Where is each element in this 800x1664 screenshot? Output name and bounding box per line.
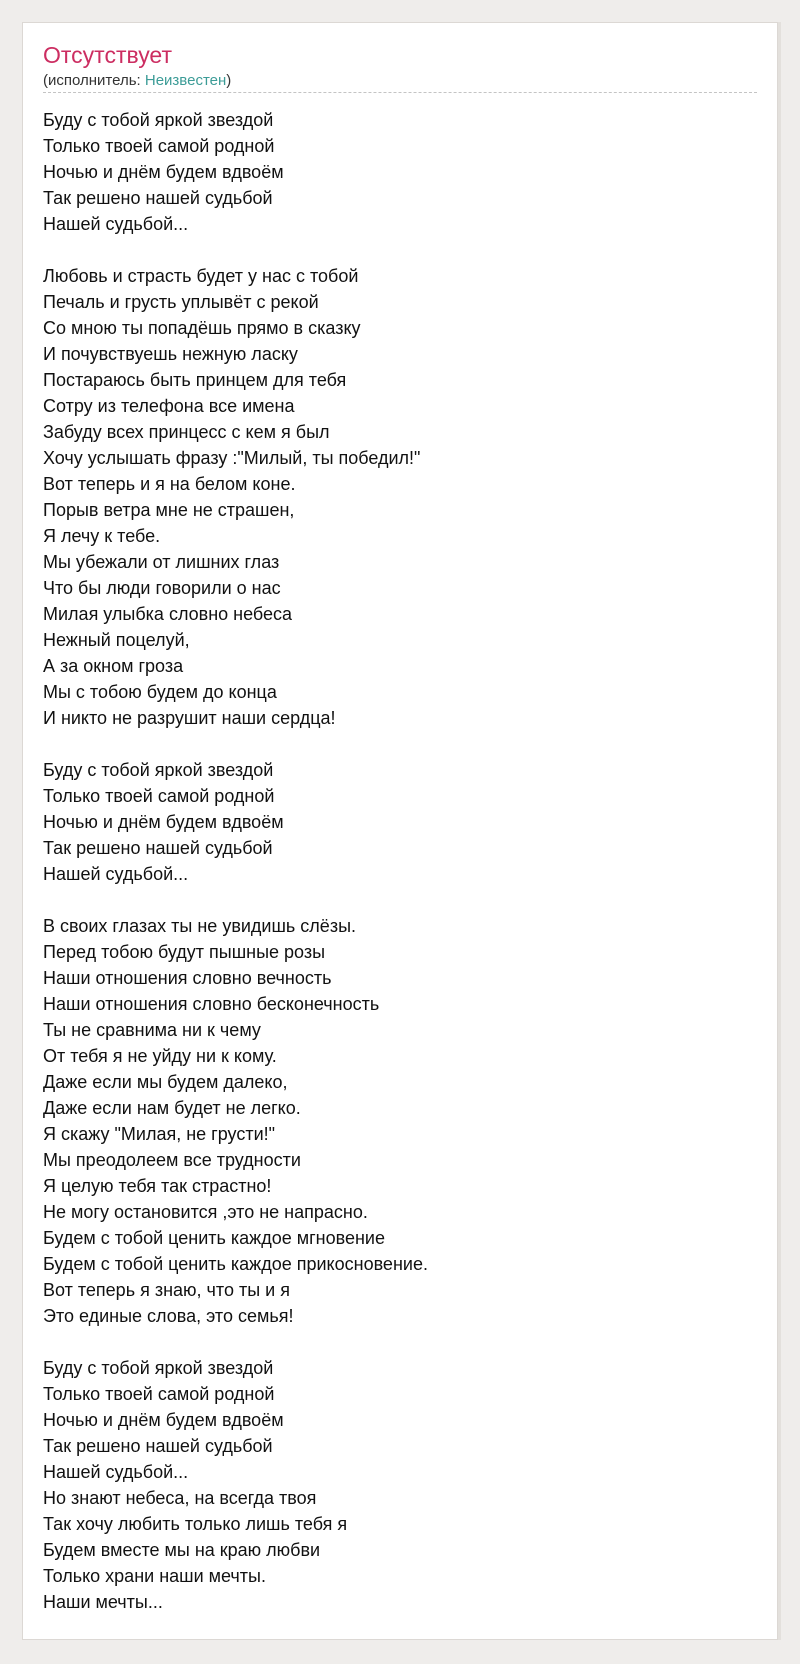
lyric-line: Я целую тебя так страстно! bbox=[43, 1176, 272, 1196]
lyric-line: Что бы люди говорили о нас bbox=[43, 578, 281, 598]
song-title: Отсутствует bbox=[43, 42, 172, 68]
lyric-line: Но знают небеса, на всегда твоя bbox=[43, 1488, 317, 1508]
stanza-break bbox=[43, 887, 757, 913]
lyric-line: Хочу услышать фразу :"Милый, ты победил!" bbox=[43, 448, 421, 468]
lyric-line: Со мною ты попадёшь прямо в сказку bbox=[43, 318, 361, 338]
lyric-line: Наши отношения словно бесконечность bbox=[43, 994, 380, 1014]
lyric-line: Милая улыбка словно небеса bbox=[43, 604, 293, 624]
lyric-line: Не могу остановится ,это не напрасно. bbox=[43, 1202, 368, 1222]
lyric-line: Будем с тобой ценить каждое прикосновение. bbox=[43, 1254, 428, 1274]
lyric-line: Только твоей самой родной bbox=[43, 1384, 275, 1404]
card-shadow bbox=[778, 22, 781, 1640]
lyric-line: Печаль и грусть уплывёт с рекой bbox=[43, 292, 319, 312]
lyric-line: Мы убежали от лишних глаз bbox=[43, 552, 280, 572]
lyric-line: Вот теперь и я на белом коне. bbox=[43, 474, 296, 494]
lyric-line: И почувствуешь нежную ласку bbox=[43, 344, 298, 364]
lyric-line: Это единые слова, это семья! bbox=[43, 1306, 294, 1326]
lyric-line: Так решено нашей судьбой bbox=[43, 1436, 273, 1456]
lyrics-text bbox=[43, 107, 757, 1615]
lyric-line: Буду с тобой яркой звездой bbox=[43, 110, 274, 130]
lyric-line: От тебя я не уйду ни к кому. bbox=[43, 1046, 277, 1066]
lyric-line: Любовь и страсть будет у нас с тобой bbox=[43, 266, 359, 286]
artist-line bbox=[43, 72, 231, 90]
lyric-line: Буду с тобой яркой звездой bbox=[43, 760, 274, 780]
lyric-line: Только твоей самой родной bbox=[43, 786, 275, 806]
lyric-line: Сотру из телефона все имена bbox=[43, 396, 295, 416]
artist-link[interactable]: Неизвестен bbox=[144, 72, 227, 89]
lyric-line: Наши мечты... bbox=[43, 1592, 163, 1612]
artist-suffix: ) bbox=[226, 72, 232, 89]
lyric-line: Порыв ветра мне не страшен, bbox=[43, 500, 295, 520]
lyric-line: Даже если нам будет не легко. bbox=[43, 1098, 301, 1118]
lyric-line: Будем с тобой ценить каждое мгновение bbox=[43, 1228, 385, 1248]
lyric-line: А за окном гроза bbox=[43, 656, 184, 676]
lyric-line: Я скажу "Милая, не грусти!" bbox=[43, 1124, 276, 1144]
lyric-line: Нашей судьбой... bbox=[43, 214, 189, 234]
lyric-line: Так решено нашей судьбой bbox=[43, 838, 273, 858]
lyric-line: Я лечу к тебе. bbox=[43, 526, 161, 546]
lyric-line: В своих глазах ты не увидишь слёзы. bbox=[43, 916, 357, 936]
lyric-line: Так решено нашей судьбой bbox=[43, 188, 273, 208]
lyric-line: Постараюсь быть принцем для тебя bbox=[43, 370, 347, 390]
lyric-line: Нашей судьбой... bbox=[43, 864, 189, 884]
lyric-line: Только храни наши мечты. bbox=[43, 1566, 266, 1586]
lyrics-card bbox=[22, 22, 778, 1640]
lyric-line: Нашей судьбой... bbox=[43, 1462, 189, 1482]
lyric-line: Нежный поцелуй, bbox=[43, 630, 190, 650]
stanza-break bbox=[43, 1329, 757, 1355]
lyric-line: Даже если мы будем далеко, bbox=[43, 1072, 288, 1092]
lyric-line: Перед тобою будут пышные розы bbox=[43, 942, 326, 962]
lyric-line: Наши отношения словно вечность bbox=[43, 968, 332, 988]
lyric-line: И никто не разрушит наши сердца! bbox=[43, 708, 336, 728]
lyric-line: Ночью и днём будем вдвоём bbox=[43, 162, 284, 182]
lyric-line: Вот теперь я знаю, что ты и я bbox=[43, 1280, 290, 1300]
lyric-line: Так хочу любить только лишь тебя я bbox=[43, 1514, 348, 1534]
lyric-line: Ночью и днём будем вдвоём bbox=[43, 1410, 284, 1430]
stanza-break bbox=[43, 731, 757, 757]
artist-prefix: (исполнитель: bbox=[43, 72, 145, 89]
lyric-line: Только твоей самой родной bbox=[43, 136, 275, 156]
lyric-line: Буду с тобой яркой звездой bbox=[43, 1358, 274, 1378]
title-divider bbox=[43, 92, 757, 93]
stanza-break bbox=[43, 237, 757, 263]
lyric-line: Забуду всех принцесс с кем я был bbox=[43, 422, 330, 442]
lyric-line: Будем вместе мы на краю любви bbox=[43, 1540, 321, 1560]
lyric-line: Ночью и днём будем вдвоём bbox=[43, 812, 284, 832]
lyric-line: Ты не сравнима ни к чему bbox=[43, 1020, 261, 1040]
lyric-line: Мы с тобою будем до конца bbox=[43, 682, 277, 702]
lyric-line: Мы преодолеем все трудности bbox=[43, 1150, 301, 1170]
